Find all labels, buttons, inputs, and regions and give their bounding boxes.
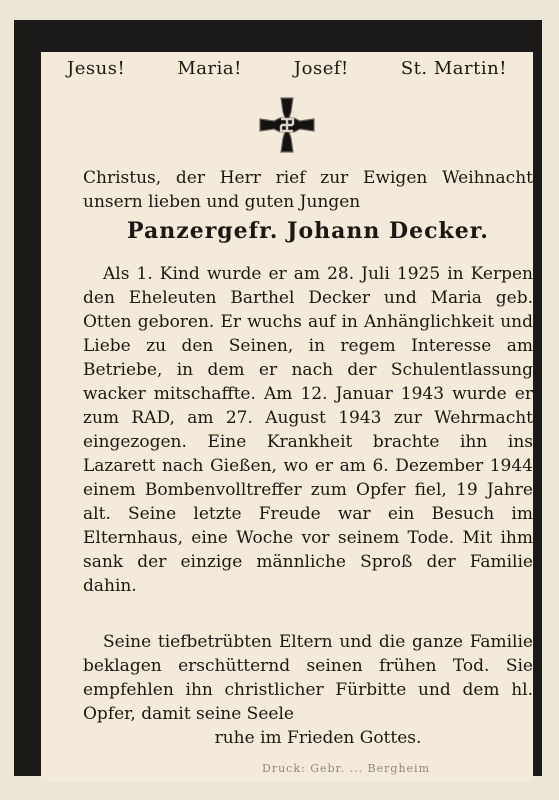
header-name-maria: Maria!: [177, 58, 242, 79]
closing-text: [83, 630, 533, 750]
biography-text: Als 1. Kind wurde er am 28. Juli 1925 in Kerpen den Eheleuten Barthel Decker und Maria geb. Otten geboren. Er wuchs auf in Anhänglichkeit und Liebe zu den Seinen, in regem Interesse am Betriebe, in dem er nach der Schulentlassung wacker mitschaffte. Am 12. Januar 1943 wurde er zum RAD, am 27. August 1943 zur Wehrmacht eingezogen. Eine Krankheit brachte ihn ins Lazarett nach Gießen, wo er am 6. Dezember 1944 einem Bombenvolltreffer zum Opfer fiel, 19 Jahre alt. Seine letzte Freude war ein Besuch im Elternhaus, eine Woche vor seinem Tode. Mit ihm sank der einzige männliche Sproß der Familie dahin.: [83, 264, 533, 596]
header-name-jesus: Jesus!: [67, 58, 126, 79]
iron-cross-icon: [256, 94, 318, 156]
card-inner: [41, 52, 533, 782]
intro-text: Christus, der Herr rief zur Ewigen Weihnacht unsern lieben und guten Jungen: [83, 168, 533, 212]
closing-main: Seine tiefbetrübten Eltern und die ganze Familie beklagen erschütternd seinen frühen Tod. Sie empfehlen ihn christlicher Fürbitte und dem hl. Opfer, damit seine Seele: [83, 632, 533, 724]
closing-last-line: ruhe im Frieden Gottes.: [214, 728, 422, 748]
header-name-josef: Josef!: [293, 58, 349, 79]
memorial-card: [14, 20, 542, 776]
deceased-name: Panzergefr. Johann Decker.: [127, 218, 489, 244]
header-name-st-martin: St. Martin!: [400, 58, 507, 79]
header-invocation: [41, 58, 533, 79]
printer-imprint: Druck: Gebr. ... Bergheim: [262, 762, 430, 775]
